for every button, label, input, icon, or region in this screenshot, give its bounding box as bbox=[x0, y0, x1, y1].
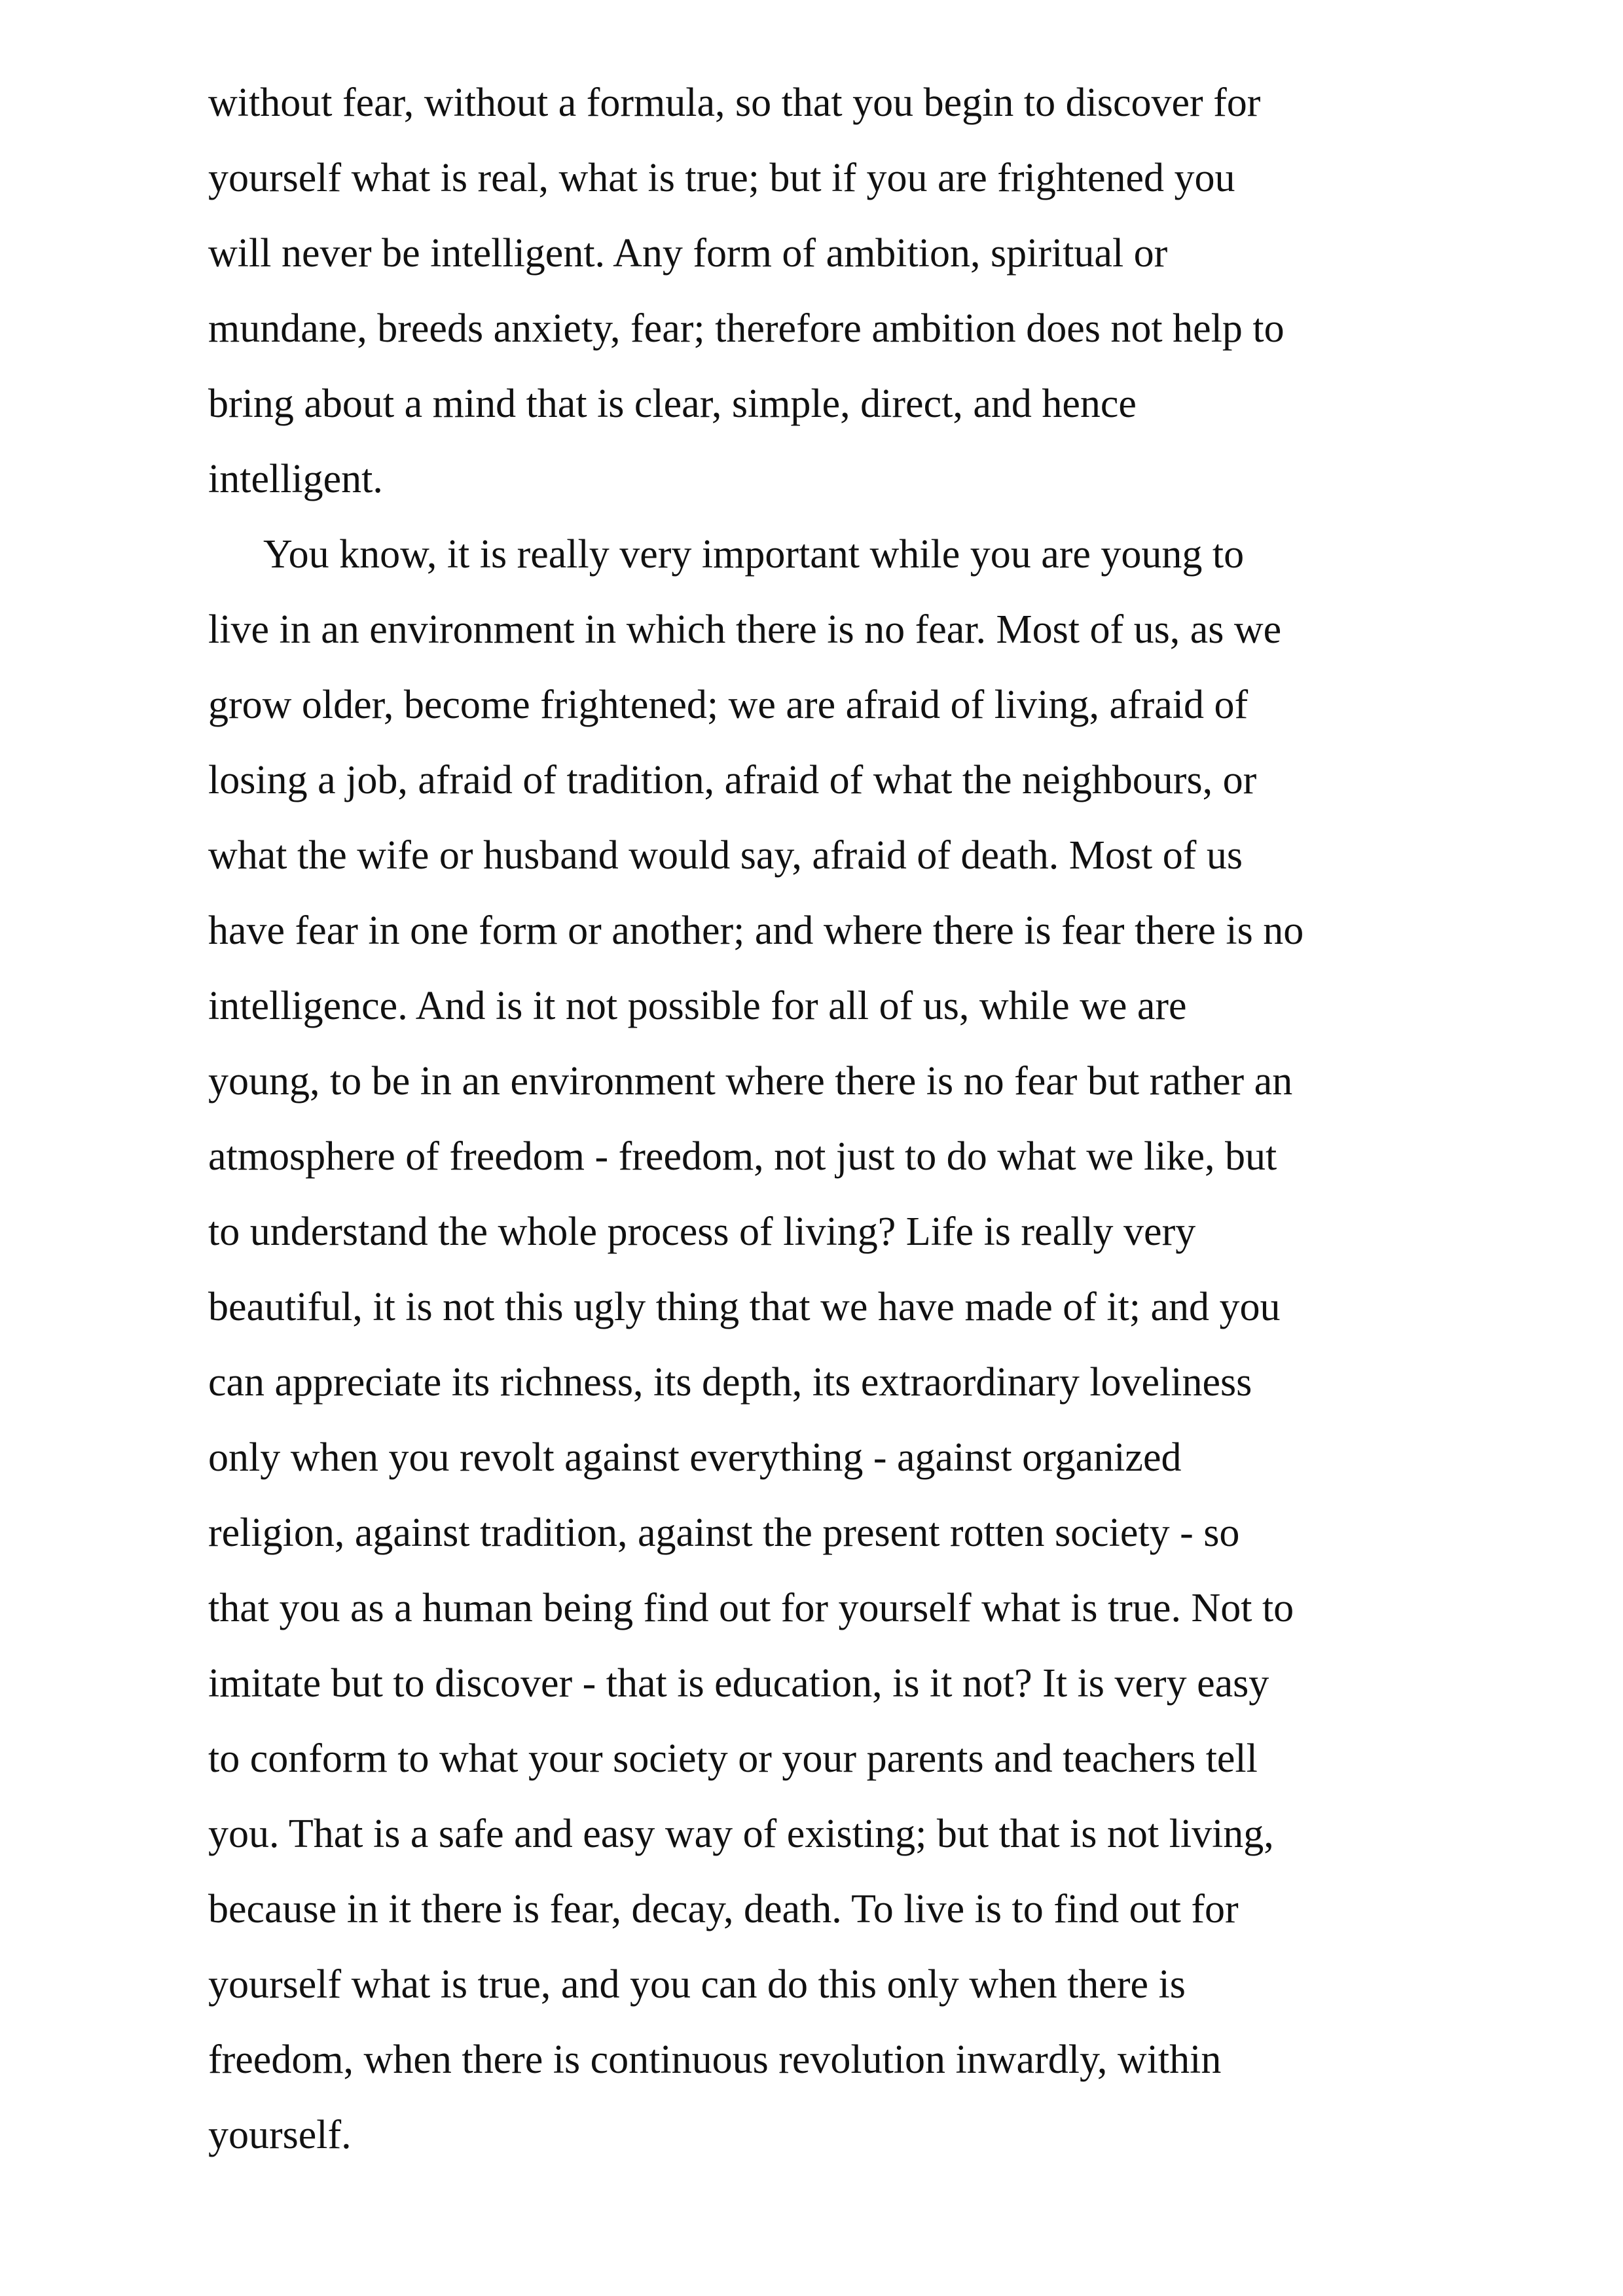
text-line: can appreciate its richness, its depth, its extraordinary loveliness bbox=[208, 1360, 1252, 1405]
text-line: intelligent. bbox=[208, 457, 383, 501]
text-line: grow older, become frightened; we are afraid of living, afraid of bbox=[208, 683, 1249, 727]
text-line: without fear, without a formula, so that you begin to discover for bbox=[208, 81, 1261, 125]
text-line: that you as a human being find out for yourself what is true. Not to bbox=[208, 1586, 1294, 1630]
paragraph-2 bbox=[208, 517, 1452, 2173]
text-line: will never be intelligent. Any form of ambition, spiritual or bbox=[208, 231, 1168, 276]
paragraph-1 bbox=[208, 65, 1452, 517]
text-line: intelligence. And is it not possible for all of us, while we are bbox=[208, 984, 1187, 1028]
text-line: young, to be in an environment where there is no fear but rather an bbox=[208, 1059, 1293, 1103]
text-line: religion, against tradition, against the present rotten society - so bbox=[208, 1511, 1240, 1555]
text-line: You know, it is really very important while you are young to bbox=[263, 532, 1245, 577]
text-line: what the wife or husband would say, afraid of death. Most of us bbox=[208, 833, 1243, 878]
text-line: mundane, breeds anxiety, fear; therefore ambition does not help to bbox=[208, 306, 1285, 351]
text-line: because in it there is fear, decay, death. To live is to find out for bbox=[208, 1887, 1239, 1931]
text-line: yourself what is true, and you can do this only when there is bbox=[208, 1962, 1186, 2007]
text-line: atmosphere of freedom - freedom, not just to do what we like, but bbox=[208, 1134, 1277, 1179]
text-line: yourself. bbox=[208, 2113, 352, 2157]
text-line: losing a job, afraid of tradition, afraid of what the neighbours, or bbox=[208, 758, 1257, 802]
text-line: freedom, when there is continuous revolution inwardly, within bbox=[208, 2037, 1222, 2082]
text-line: live in an environment in which there is no fear. Most of us, as we bbox=[208, 607, 1282, 652]
text-line: bring about a mind that is clear, simple, direct, and hence bbox=[208, 382, 1137, 426]
text-line: to conform to what your society or your parents and teachers tell bbox=[208, 1736, 1258, 1781]
body-text bbox=[208, 65, 1452, 2173]
text-line: to understand the whole process of living? Life is really very bbox=[208, 1210, 1196, 1254]
text-line: imitate but to discover - that is education, is it not? It is very easy bbox=[208, 1661, 1269, 1706]
text-line: have fear in one form or another; and where there is fear there is no bbox=[208, 908, 1304, 953]
text-line: beautiful, it is not this ugly thing that we have made of it; and you bbox=[208, 1285, 1281, 1329]
text-line: you. That is a safe and easy way of existing; but that is not living, bbox=[208, 1812, 1274, 1856]
text-line: only when you revolt against everything - against organized bbox=[208, 1435, 1182, 1480]
text-line: yourself what is real, what is true; but if you are frightened you bbox=[208, 156, 1235, 200]
